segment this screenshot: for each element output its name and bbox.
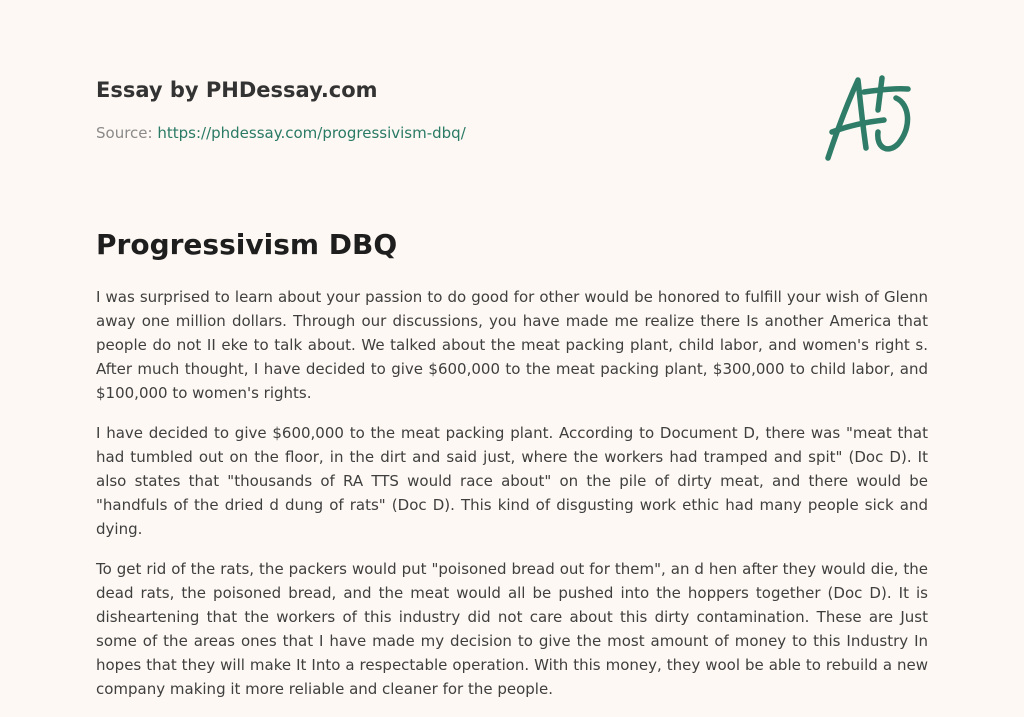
essay-paragraph: I have decided to give $600,000 to the meat packing plant. According to Document D, there was "meat that had tumbled out on the floor, in the dirt and said just, where the workers had tramped and spit" (Doc D). It also states that "thousands of RA TTS would race about" on the pile of dirty meat, and there would be "handfuls of the dried d dung of rats" (Doc D). This kind of disgusting work ethic had many people sick and dying. — [96, 424, 928, 538]
essay-paragraph: I was surprised to learn about your passion to do good for other would be honored to fulfill your wish of Glenn away one million dollars. Through our discussions, you have made me realize there Is another America that people do not II eke to talk about. We talked about the meat packing plant, child labor, and women's right s. After much thought, I have decided to give $600,000 to the meat packing plant, $300,000 to child labor, and $100,000 to women's rights. — [96, 288, 928, 402]
page-header — [96, 76, 696, 143]
essay-body — [96, 285, 928, 717]
a-plus-grade-icon — [820, 68, 930, 168]
site-title: Essay by PHDessay.com — [96, 78, 378, 102]
document-title: Progressivism DBQ — [96, 228, 398, 261]
source-link[interactable]: https://phdessay.com/progressivism-dbq/ — [157, 124, 466, 142]
essay-paragraph: To get rid of the rats, the packers would put "poisoned bread out for them", an d hen after they would die, the dead rats, the poisoned bread, and the meat would all be pushed into the hoppers together (Doc D). It is disheartening that the workers of this industry did not care about this dirty contamination. These are Just some of the areas ones that I have made my decision to give the most amount of money to this Industry In hopes that they will make It Into a respectable operation. With this money, they wool be able to rebuild a new company making it more reliable and cleaner for the people. — [96, 560, 928, 698]
source-label: Source: — [96, 124, 153, 142]
source-line — [96, 123, 696, 143]
